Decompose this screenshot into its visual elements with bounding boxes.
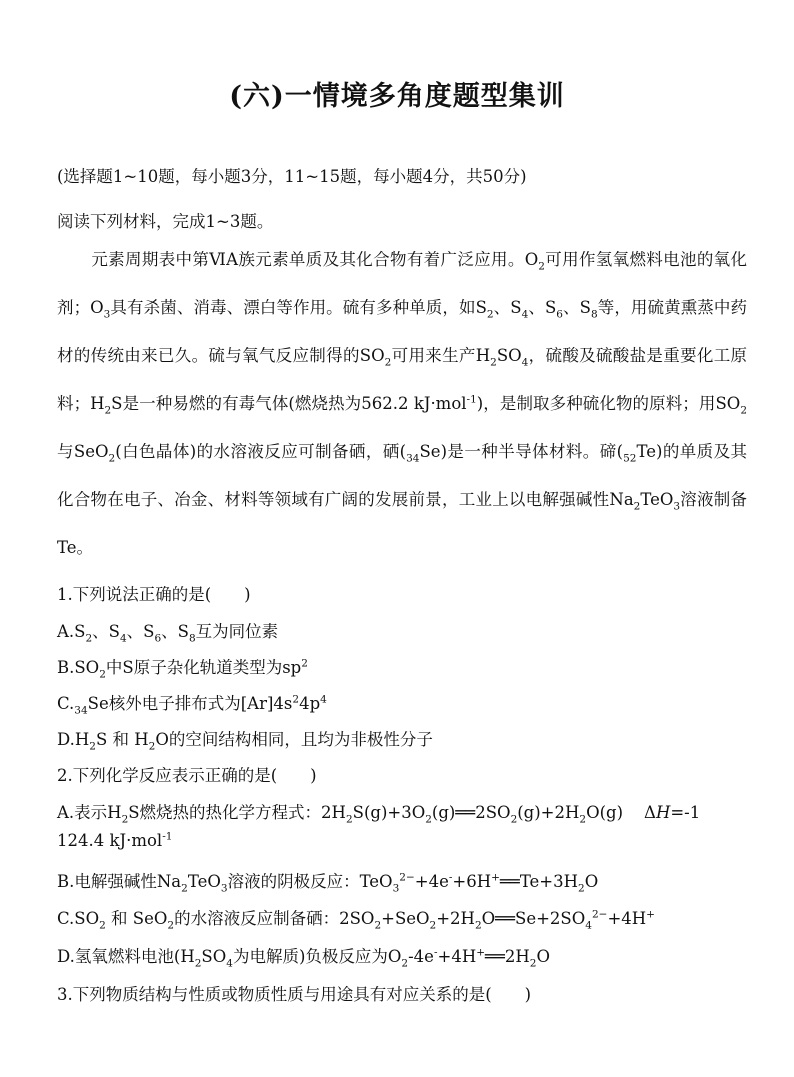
passage-text-5: 可用来生产 bbox=[391, 346, 476, 365]
passage-text-7: 是一种易燃的有毒气体(燃烧热为562.2 kJ·mol bbox=[122, 394, 467, 413]
passage-text-8: )，是制取多种硫化物的原料；用 bbox=[476, 394, 716, 413]
question-2-option-d[interactable]: D.氢氧燃料电池($H_2SO_4$为电解质)负极反应为$O_2-4e^-+4H^+══2H_2O$ bbox=[57, 946, 551, 970]
page-title: (六)一情境多角度题型集训 bbox=[229, 81, 565, 112]
passage-text-12: Te)的单质及其化合物在电子、冶金、材料等领域有广阔的发展前景，工业上以电解强碱性 bbox=[57, 442, 748, 509]
question-2-option-a[interactable]: A.表示$H_2S$燃烧热的热化学方程式：$2H_2S(g)+3O_2(g)══2SO_2(g)+2H_2O(g)$ ΔH=-1 bbox=[57, 803, 701, 826]
passage-text-11: Se)是一种半导体材料。碲( bbox=[419, 442, 624, 461]
question-2-option-a-cont: 124.4 kJ·mol$^{-1}$ bbox=[57, 830, 173, 850]
question-1-option-d[interactable]: $D.H_2S$ 和 $H_2O$的空间结构相同，且均为非极性分子 bbox=[57, 730, 433, 753]
passage-text-1: 元素周期表中第ⅥA族元素单质及其化合物有着广泛应用。 bbox=[91, 250, 525, 269]
question-2-stem: 2.下列化学反应表示正确的是( ) bbox=[57, 766, 317, 785]
passage-text-9: 与 bbox=[57, 442, 74, 461]
passage-text-13: 溶液制备Te。 bbox=[57, 490, 748, 557]
passage-text-2: 可用作氢氧燃料电池的氧化剂； bbox=[57, 250, 748, 317]
question-2-option-b[interactable]: B.电解强碱性$Na_2TeO_3$溶液的阴极反应：$TeO_3^{2-}+4e^-+6H^+══Te+3H_2O$ bbox=[57, 871, 599, 895]
passage-text-4: 等，用硫黄熏蒸中药材的传统由来已久。硫与氧气反应制得的 bbox=[57, 298, 747, 365]
question-1-option-c[interactable]: $C._{34}Se$核外电子排布式为$[Ar]4s^24p^4$ bbox=[57, 693, 327, 717]
question-1-option-b[interactable]: $B.SO_2$中S原子杂化轨道类型为$sp^2$ bbox=[57, 657, 308, 681]
question-2-option-c[interactable]: $C.SO_2$ 和 SeO$_2$的水溶液反应制备硒：$2SO_2+SeO_2+2H_2O══Se+2SO_4^{2-}+4H^+$ bbox=[57, 908, 655, 932]
material-passage: 元素周期表中第ⅥA族元素单质及其化合物有着广泛应用。$O_2$可用作氢氧燃料电池的氧化剂；$O_3$具有杀菌、消毒、漂白等作用。硫有多种单质，如$S_2$、$S_4$、$S_6$、$S_8$等，用硫黄熏蒸中药材的传统由来已久。硫与氧气反应制得的$SO_2$可用来生产$H_2SO_4$，硫酸及硫酸盐是重要化工原料；$H_2S$是一种易燃的有毒气体(燃烧热为562.2 kJ·mol$^{-1}$)，是制取多种硫化物的原料；用$SO_2$与SeO$_2$(白色晶体)的水溶液反应可制备硒，硒$(_{34}Se)$是一种半导体材料。碲$(_{52}Te)$的单质及其化合物在电子、冶金、材料等领域有广阔的发展前景，工业上以电解强碱性$Na_2TeO_3$溶液制备Te。 bbox=[57, 250, 748, 557]
material-intro: 阅读下列材料，完成1~3题。 bbox=[57, 212, 274, 231]
passage-text-3: 具有杀菌、消毒、漂白等作用。硫有多种单质，如 bbox=[110, 298, 476, 317]
passage-text-10: (白色晶体)的水溶液反应可制备硒，硒( bbox=[115, 442, 407, 461]
question-3-stem: 3.下列物质结构与性质或物质性质与用途具有对应关系的是( ) bbox=[57, 985, 532, 1004]
question-1-stem: 1.下列说法正确的是( ) bbox=[57, 585, 251, 604]
question-1-option-a[interactable]: $A.S_2$、$S_4$、$S_6$、$S_8$互为同位素 bbox=[57, 622, 279, 645]
passage-text-6: ，硫酸及硫酸盐是重要化工原料； bbox=[57, 346, 748, 413]
instruction-text: (选择题1~10题，每小题3分，11~15题，每小题4分，共50分) bbox=[57, 167, 527, 186]
